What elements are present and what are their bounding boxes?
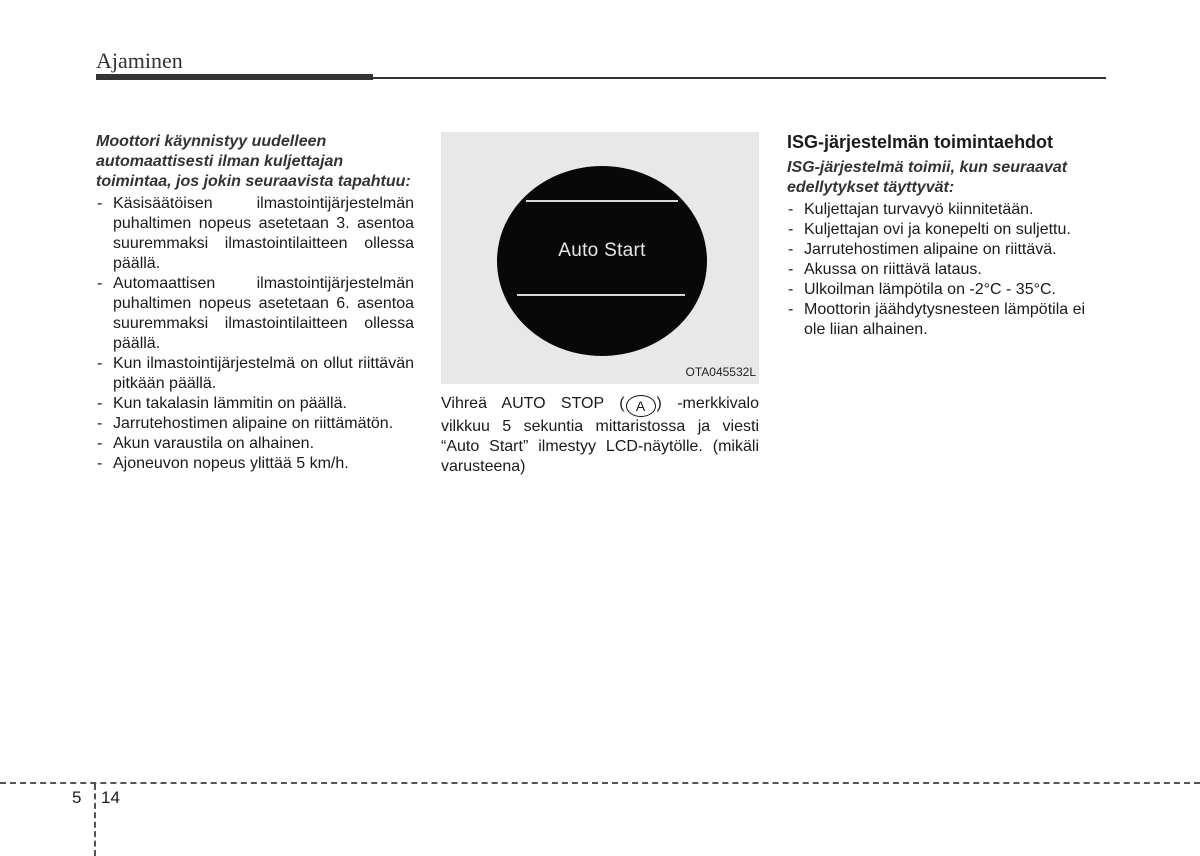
footer-page-divider	[94, 784, 96, 856]
restart-conditions-intro: Moottori käynnistyy uudelleen automaattisesti ilman kuljettajan toimintaa, jos jokin seuraavista tapahtuu:	[96, 133, 411, 190]
restart-conditions-list	[96, 194, 414, 474]
list-item: - Kun takalasin lämmitin on päällä.	[96, 394, 414, 414]
lcd-divider-top	[526, 200, 678, 202]
header-rule-accent	[96, 74, 373, 80]
auto-stop-icon: A	[626, 395, 656, 417]
section-heading: ISG-järjestelmän toimintaehdot	[787, 132, 1054, 152]
list-item: - Akun varaustila on alhainen.	[96, 434, 414, 454]
figure-caption	[441, 394, 759, 477]
caption-text-end: ) -merkkivalo vilkkuu 5 sekuntia mittaristossa ja viesti “Auto Start” ilmestyy LCD-näytölle. (mikäli varusteena)	[441, 395, 759, 475]
lcd-display	[497, 166, 707, 356]
chapter-number: 5	[72, 788, 82, 807]
list-item: - Jarrutehostimen alipaine on riittämätön.	[96, 414, 414, 434]
list-item: - Automaattisen ilmastointijärjestelmän puhaltimen nopeus asetetaan 6. asentoa suuremmaksi ilmastointilaitteen ollessa päällä.	[96, 274, 414, 354]
caption-text-start: Vihreä AUTO STOP (	[441, 395, 625, 412]
list-item: - Käsisäätöisen ilmastointijärjestelmän puhaltimen nopeus asetetaan 3. asentoa suuremmaksi ilmastointilaitteen ollessa päällä.	[96, 194, 414, 274]
list-item: - Ajoneuvon nopeus ylittää 5 km/h.	[96, 454, 414, 474]
list-item: - Kun ilmastointijärjestelmä on ollut riittävän pitkään päällä.	[96, 354, 414, 394]
middle-column	[441, 132, 759, 477]
list-item: - Moottorin jäähdytysnesteen lämpötila ei ole liian alhainen.	[787, 300, 1109, 340]
list-item: - Ulkoilman lämpötila on -2°C - 35°C.	[787, 280, 1109, 300]
right-column	[787, 132, 1109, 340]
left-column	[96, 132, 414, 474]
list-item: - Jarrutehostimen alipaine on riittävä.	[787, 240, 1109, 260]
operating-conditions-list	[787, 200, 1109, 340]
lcd-divider-bottom	[517, 294, 685, 296]
list-item: - Kuljettajan ovi ja konepelti on suljettu.	[787, 220, 1109, 240]
page-header-title: Ajaminen	[96, 48, 183, 73]
lcd-figure	[441, 132, 759, 384]
page-number: 14	[101, 788, 120, 807]
footer-divider	[0, 782, 1200, 784]
list-item: - Kuljettajan turvavyö kiinnitetään.	[787, 200, 1109, 220]
lcd-message: Auto Start	[558, 240, 646, 261]
list-item: - Akussa on riittävä lataus.	[787, 260, 1109, 280]
figure-code: OTA045532L	[685, 365, 756, 379]
operating-conditions-intro: ISG-järjestelmä toimii, kun seuraavat edellytykset täyttyvät:	[787, 159, 1068, 196]
